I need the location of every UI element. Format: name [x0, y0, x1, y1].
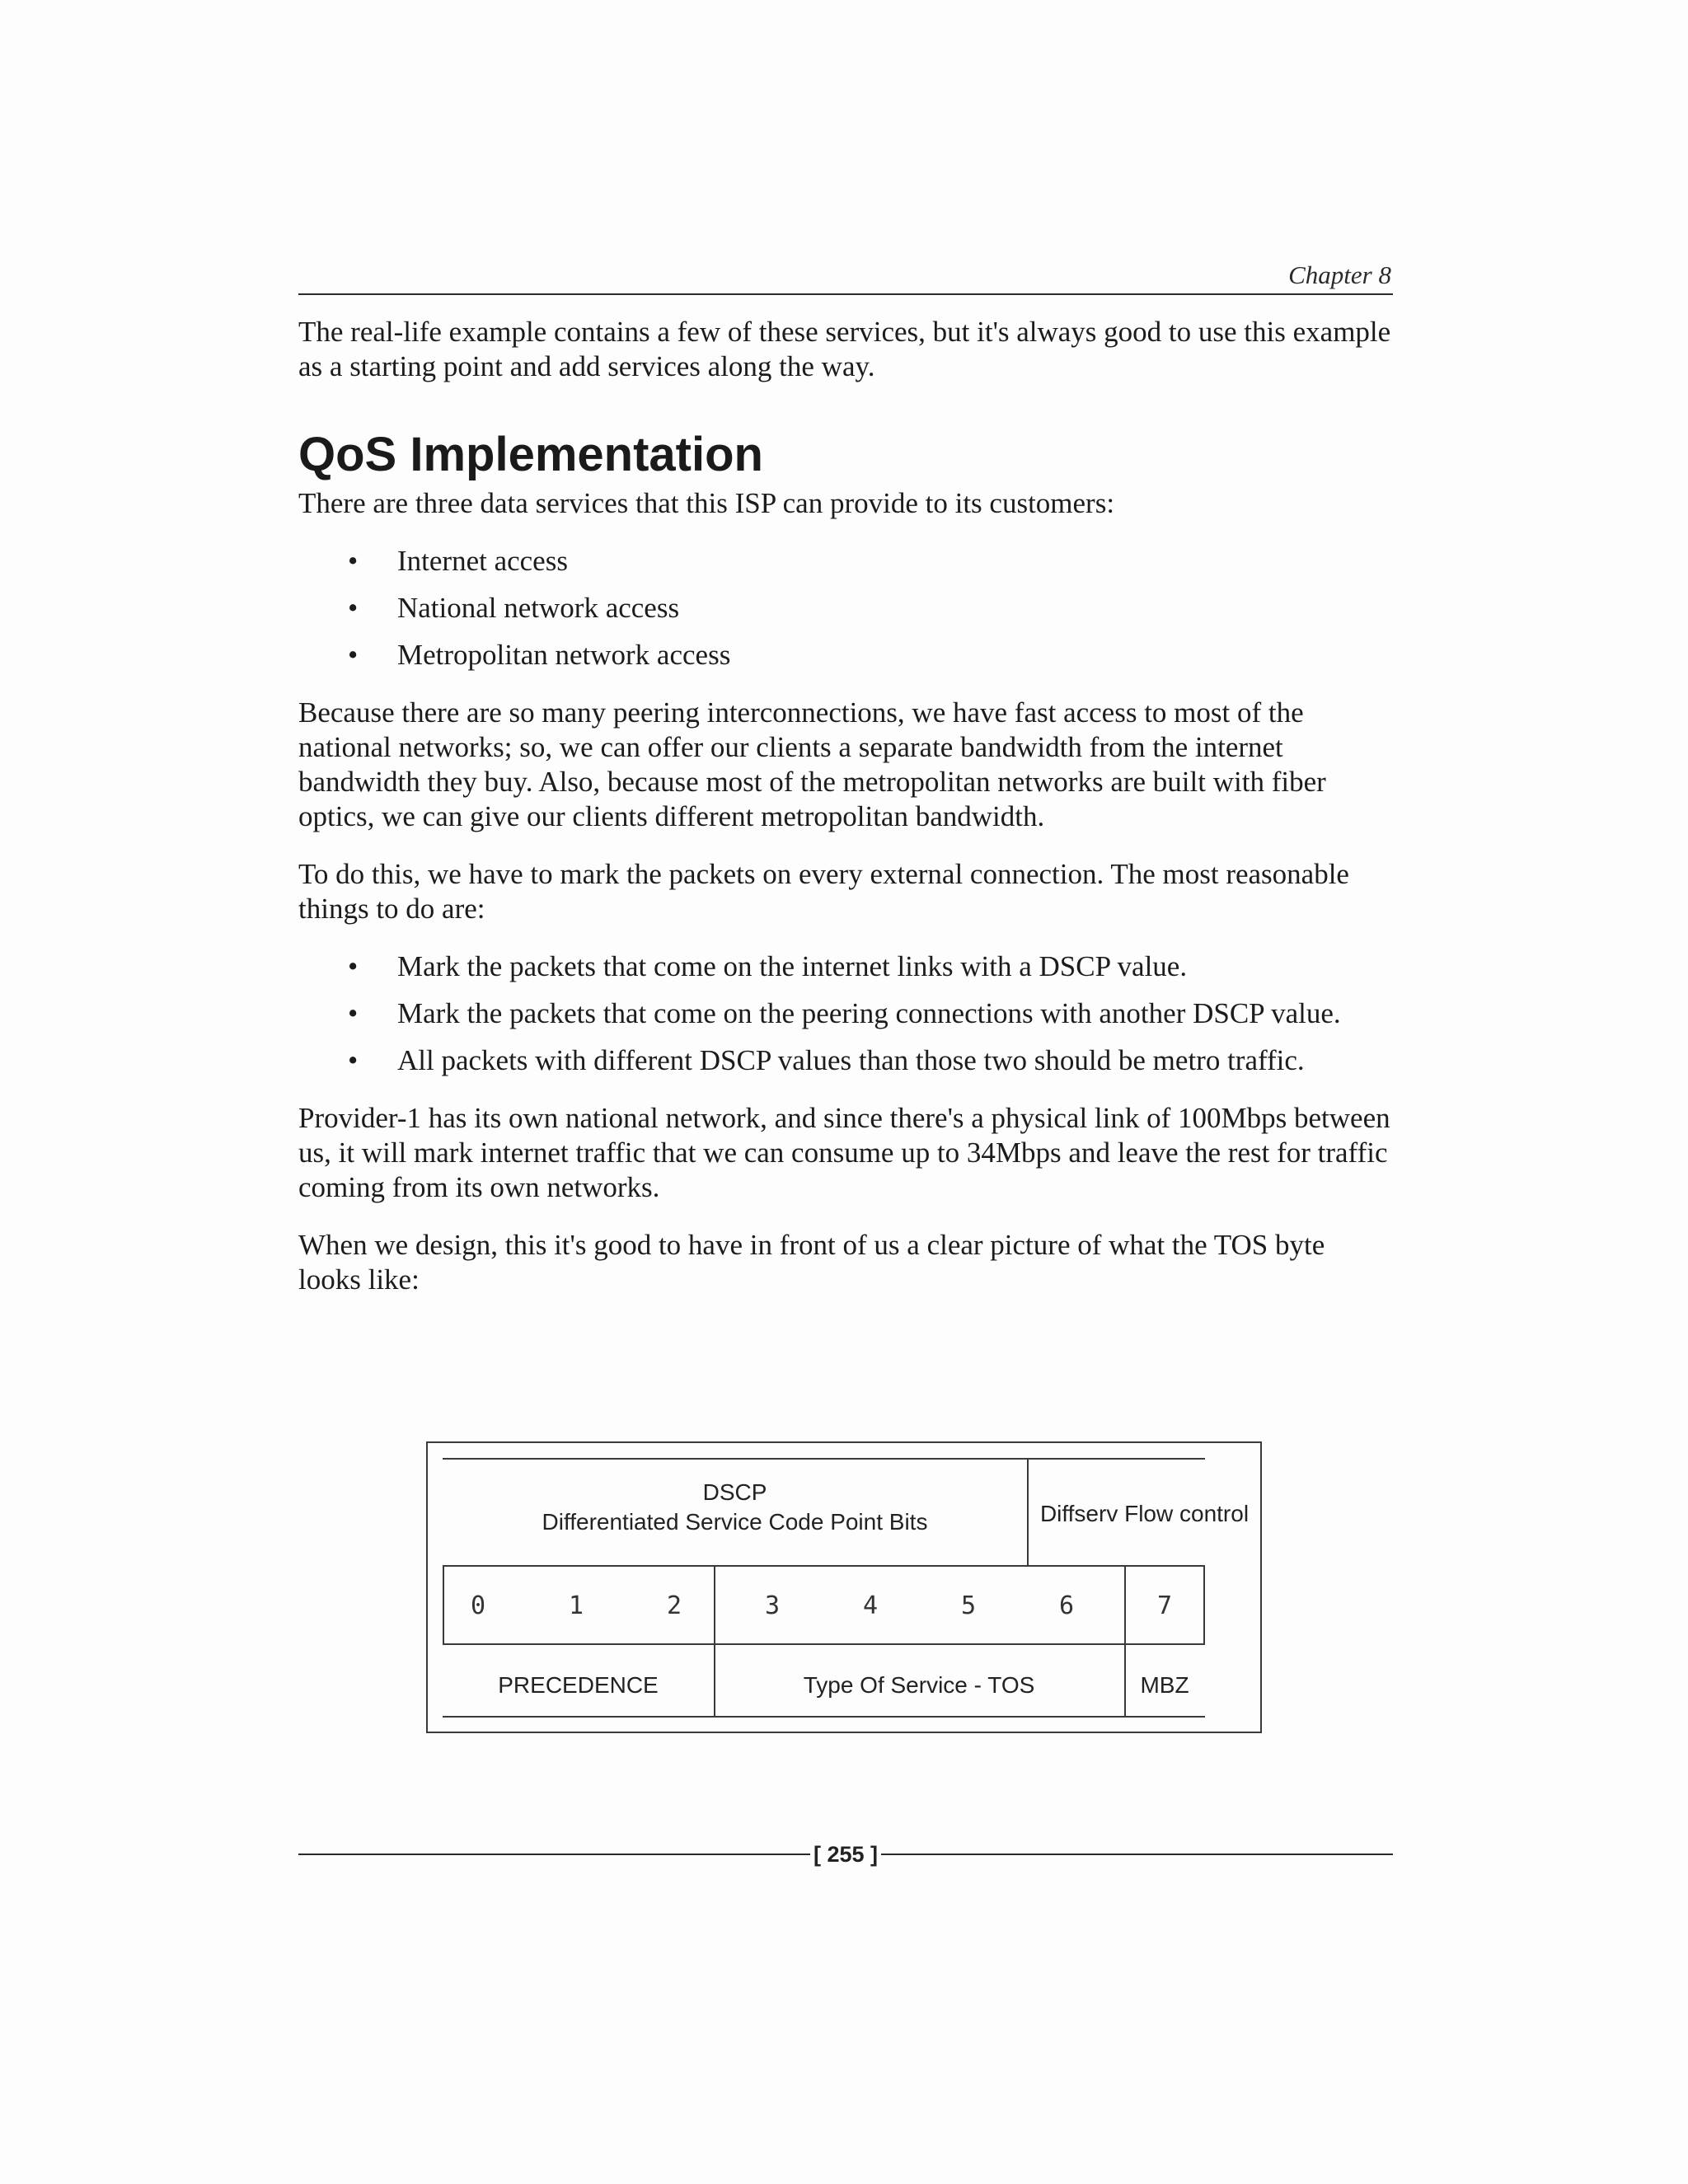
list-item: [298, 996, 1393, 1031]
list-item: [298, 949, 1393, 984]
bit-label: 0: [470, 1591, 486, 1620]
list-item: [298, 544, 1393, 579]
bit-box-right-line: [1203, 1565, 1205, 1645]
list-item-text: Mark the packets that come on the peering connections with another DSCP value.: [397, 997, 1341, 1029]
list-item: [298, 1043, 1393, 1078]
list-item: [298, 638, 1393, 673]
chapter-label: Chapter 8: [1288, 260, 1391, 289]
bit-label: 5: [960, 1591, 977, 1620]
bit-box-bottom-line: [443, 1643, 1205, 1645]
tos-byte-diagram: [426, 1441, 1262, 1733]
diagram-top-line: [443, 1458, 1205, 1460]
bit-box-left-line: [443, 1565, 444, 1645]
body-text: [298, 315, 1393, 1320]
bullet-icon: •: [348, 950, 359, 982]
bullet-icon: •: [348, 639, 359, 671]
bit-label: 1: [568, 1591, 584, 1620]
bullet-icon: •: [348, 545, 359, 577]
peering-paragraph: Because there are so many peering interconnections, we have fast access to most of the national networks; so, we can offer our clients a separate bandwidth from the internet bandwidth they buy. Also, because most of the metropolitan networks are built with fiber optics, we can give our clients different metropolitan bandwidth.: [298, 696, 1326, 832]
bullet-icon: •: [348, 1044, 359, 1076]
book-page: [298, 0, 1393, 2184]
intro-paragraph: The real-life example contains a few of these services, but it's always good to use this example as a starting point and add services along the way.: [298, 316, 1391, 382]
services-list: [298, 544, 1393, 673]
provider-paragraph: Provider-1 has its own national network, and since there's a physical link of 100Mbps between us, it will mark internet traffic that we can consume up to 34Mbps and leave the rest for traffic coming from its own networks.: [298, 1102, 1390, 1203]
list-item-text: National network access: [397, 592, 680, 624]
list-item-text: Mark the packets that come on the internet links with a DSCP value.: [397, 950, 1188, 982]
running-header: [298, 257, 1393, 295]
list-item: [298, 591, 1393, 626]
marking-paragraph: To do this, we have to mark the packets on every external connection. The most reasonable things to do are:: [298, 858, 1349, 925]
page-number: [ 255 ]: [810, 1842, 881, 1867]
list-item-text: Metropolitan network access: [397, 639, 731, 671]
dscp-subtitle: Differentiated Service Code Point Bits: [542, 1509, 928, 1535]
marking-rules-list: [298, 949, 1393, 1078]
bullet-icon: •: [348, 592, 359, 624]
bit-box-top-line: [443, 1565, 1205, 1567]
tos-label: Type Of Service - TOS: [803, 1672, 1035, 1698]
bit-label: 6: [1058, 1591, 1075, 1620]
diagram-bottom-line: [443, 1716, 1205, 1718]
services-intro-paragraph: There are three data services that this ISP can provide to its customers:: [298, 487, 1115, 519]
precedence-label: PRECEDENCE: [498, 1672, 659, 1698]
bit-label: 3: [764, 1591, 781, 1620]
bit-label: 7: [1156, 1591, 1173, 1620]
flow-control-label: Diffserv Flow control: [1039, 1501, 1250, 1526]
list-item-text: All packets with different DSCP values than those two should be metro traffic.: [397, 1044, 1305, 1076]
bit-label: 2: [666, 1591, 682, 1620]
list-item-text: Internet access: [397, 545, 568, 577]
section-title: QoS Implementation: [298, 428, 763, 481]
bullet-icon: •: [348, 997, 359, 1029]
design-paragraph: When we design, this it's good to have in front of us a clear picture of what the TOS byte looks like:: [298, 1229, 1325, 1296]
bit-label: 4: [862, 1591, 879, 1620]
mbz-label: MBZ: [1140, 1672, 1189, 1698]
page-footer: [298, 1838, 1393, 1871]
dscp-title: DSCP: [702, 1479, 767, 1505]
